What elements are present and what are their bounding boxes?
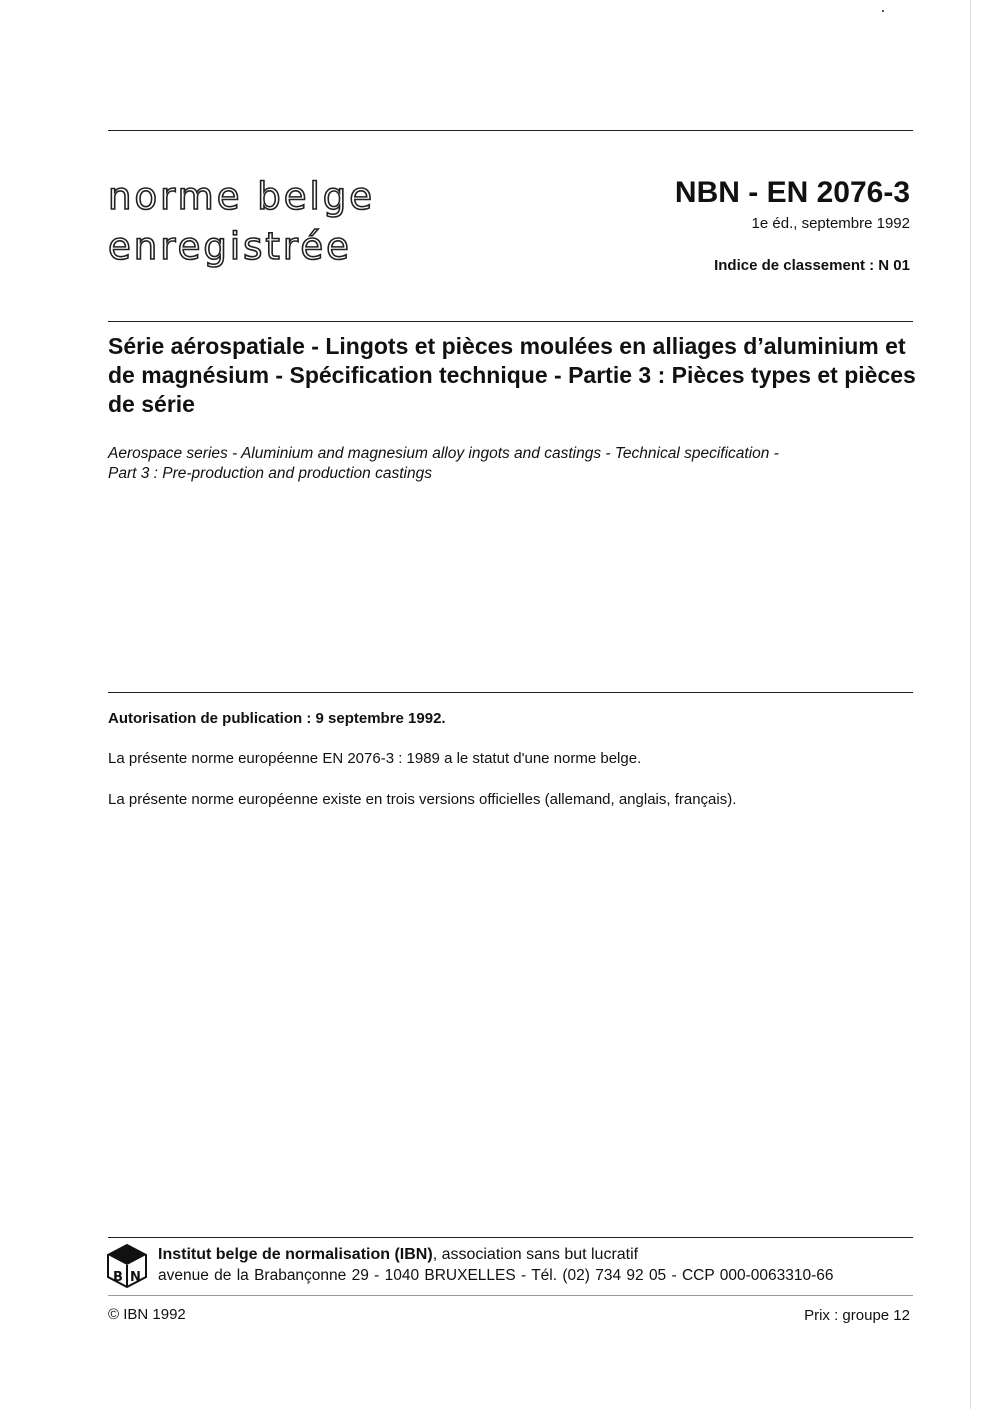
brand-line-1: norme belge [108,175,375,218]
institute-address: avenue de la Brabançonne 29 - 1040 BRUXELLES - Tél. (02) 734 92 05 - CCP 000-0063310-66 [158,1267,834,1284]
footer-rule [108,1237,913,1238]
status-paragraph: La présente norme européenne EN 2076-3 : 1989 a le statut d'une norme belge. [108,750,642,767]
publication-authorization: Autorisation de publication : 9 septembre 1992. [108,710,446,727]
footer-bottom-rule [108,1295,913,1296]
brand-wordmark [108,172,375,272]
english-title-line-2: Part 3 : Pre-production and production castings [108,465,432,482]
english-title [108,444,916,484]
document-id: NBN - EN 2076-3 [674,176,910,209]
institute-line [158,1246,638,1264]
institute-type: , association sans but lucratif [432,1246,639,1263]
versions-paragraph: La présente norme européenne existe en trois versions officielles (allemand, anglais, français). [108,791,737,808]
classification-index: Indice de classement : N 01 [714,257,910,274]
copyright-notice: © IBN 1992 [108,1306,186,1323]
french-title: Série aérospatiale - Lingots et pièces moulées en alliages d’aluminium et de magnésium - Spécification technique - Partie 3 : Pièces types et pièces de série [108,333,916,417]
edition-date: 1e éd., septembre 1992 [751,215,910,232]
body-rule [108,692,913,693]
svg-text:B: B [113,1270,123,1285]
institute-name: Institut belge de normalisation (IBN) [158,1246,433,1263]
svg-text:N: N [130,1270,141,1285]
english-title-line-1: Aerospace series - Aluminium and magnesium alloy ingots and castings - Technical specification - [108,445,779,462]
price-group: Prix : groupe 12 [804,1307,910,1324]
scan-speck [970,0,971,1409]
brand-line-2: enregistrée [108,225,352,268]
title-rule [108,321,913,322]
top-rule [108,130,913,131]
ibn-logo-icon [106,1243,148,1289]
scan-speck [882,10,884,12]
